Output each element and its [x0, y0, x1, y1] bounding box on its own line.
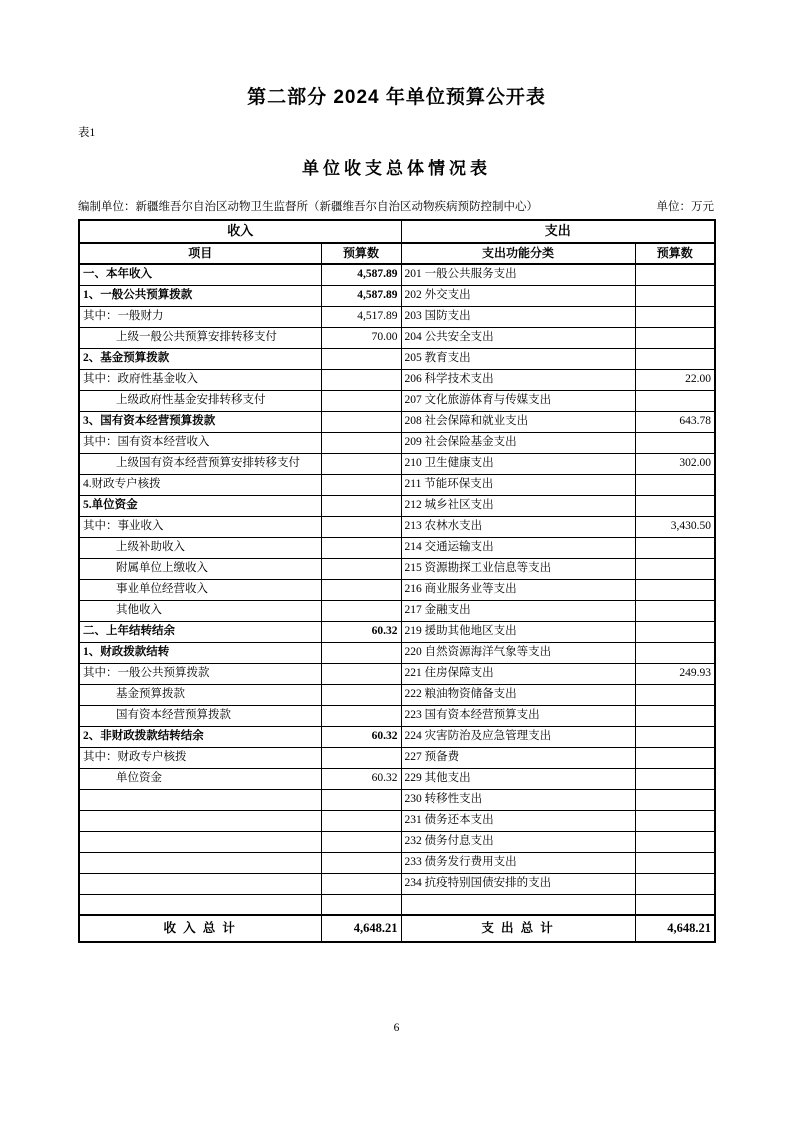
- table-label: 表1: [78, 127, 96, 139]
- expense-budget-cell: [635, 894, 715, 915]
- expense-budget-cell: [635, 789, 715, 810]
- income-budget-cell: [321, 369, 401, 390]
- prepared-by-label: 编制单位：新疆维吾尔自治区动物卫生监督所（新疆维吾尔自治区动物疾病预防控制中心）: [78, 201, 538, 213]
- income-item-cell: 上级一般公共预算安排转移支付: [79, 327, 321, 348]
- expense-function-cell: 202 外交支出: [401, 285, 635, 306]
- income-item-cell: 国有资本经营预算拨款: [79, 705, 321, 726]
- expense-function-cell: 234 抗疫特别国债安排的支出: [401, 873, 635, 894]
- expense-function-cell: 232 债务付息支出: [401, 831, 635, 852]
- income-item-cell: 其中：一般财力: [79, 306, 321, 327]
- expense-function-cell: 201 一般公共服务支出: [401, 264, 635, 285]
- column-header-row: [79, 243, 715, 264]
- expense-function-cell: 207 文化旅游体育与传媒支出: [401, 390, 635, 411]
- expense-function-cell: 213 农林水支出: [401, 516, 635, 537]
- table-row: [79, 327, 715, 348]
- table-row: [79, 894, 715, 915]
- table-row: [79, 873, 715, 894]
- expense-budget-cell: [635, 600, 715, 621]
- income-item-cell: 单位资金: [79, 768, 321, 789]
- income-budget-cell: [321, 747, 401, 768]
- expense-function-cell: 219 援助其他地区支出: [401, 621, 635, 642]
- income-budget-cell: [321, 894, 401, 915]
- table-row: [79, 411, 715, 432]
- income-item-cell: [79, 894, 321, 915]
- table-row: [79, 285, 715, 306]
- income-total-label: 收 入 总 计: [79, 915, 321, 942]
- expense-budget-cell: [635, 621, 715, 642]
- table-row: [79, 663, 715, 684]
- income-budget-cell: 60.32: [321, 621, 401, 642]
- income-budget-cell: [321, 348, 401, 369]
- income-item-cell: 其他收入: [79, 600, 321, 621]
- expense-function-cell: 230 转移性支出: [401, 789, 635, 810]
- income-item-cell: 二、上年结转结余: [79, 621, 321, 642]
- income-item-cell: 2、基金预算拨款: [79, 348, 321, 369]
- income-item-cell: 其中：一般公共预算拨款: [79, 663, 321, 684]
- expense-budget-cell: [635, 348, 715, 369]
- income-item-cell: [79, 852, 321, 873]
- table-row: [79, 390, 715, 411]
- expense-function-cell: 231 债务还本支出: [401, 810, 635, 831]
- income-item-cell: 2、非财政拨款结转结余: [79, 726, 321, 747]
- income-item-cell: 5.单位资金: [79, 495, 321, 516]
- table-row: [79, 369, 715, 390]
- income-budget-cell: [321, 495, 401, 516]
- expense-budget-cell: [635, 432, 715, 453]
- table-row: [79, 264, 715, 285]
- expense-function-cell: 205 教育支出: [401, 348, 635, 369]
- expense-budget-cell: [635, 264, 715, 285]
- expense-function-cell: 208 社会保障和就业支出: [401, 411, 635, 432]
- income-item-cell: 上级补助收入: [79, 537, 321, 558]
- expense-budget-cell: 302.00: [635, 453, 715, 474]
- table-row: [79, 789, 715, 810]
- expense-budget-cell: [635, 810, 715, 831]
- income-item-cell: 3、国有资本经营预算拨款: [79, 411, 321, 432]
- expense-budget-cell: [635, 285, 715, 306]
- expense-function-cell: 229 其他支出: [401, 768, 635, 789]
- income-budget-cell: [321, 411, 401, 432]
- income-item-cell: [79, 831, 321, 852]
- table-row: [79, 558, 715, 579]
- expenditure-group-header: 支出: [401, 220, 715, 243]
- table-row: [79, 600, 715, 621]
- expense-total-label: 支 出 总 计: [401, 915, 635, 942]
- expense-budget-cell: [635, 726, 715, 747]
- expense-budget-cell: [635, 642, 715, 663]
- income-budget-cell: [321, 516, 401, 537]
- income-item-cell: 4.财政专户核拨: [79, 474, 321, 495]
- column-header-0: 项目: [79, 243, 321, 264]
- expense-budget-cell: 643.78: [635, 411, 715, 432]
- document-title: 第二部分 2024 年单位预算公开表: [247, 87, 546, 108]
- income-budget-cell: [321, 579, 401, 600]
- income-budget-cell: [321, 663, 401, 684]
- table-row: [79, 831, 715, 852]
- expense-budget-cell: [635, 306, 715, 327]
- income-item-cell: 其中：国有资本经营收入: [79, 432, 321, 453]
- expense-function-cell: 227 预备费: [401, 747, 635, 768]
- income-group-header: 收入: [79, 220, 401, 243]
- expense-function-cell: 214 交通运输支出: [401, 537, 635, 558]
- expense-budget-cell: [635, 558, 715, 579]
- expense-function-cell: 222 粮油物资储备支出: [401, 684, 635, 705]
- table-row: [79, 621, 715, 642]
- income-item-cell: [79, 789, 321, 810]
- income-budget-cell: [321, 852, 401, 873]
- expense-budget-cell: [635, 852, 715, 873]
- income-budget-cell: [321, 558, 401, 579]
- table-row: [79, 852, 715, 873]
- column-header-2: 支出功能分类: [401, 243, 635, 264]
- table-row: [79, 810, 715, 831]
- income-budget-cell: 4,517.89: [321, 306, 401, 327]
- expense-function-cell: 210 卫生健康支出: [401, 453, 635, 474]
- expense-budget-cell: [635, 495, 715, 516]
- income-total-value: 4,648.21: [321, 915, 401, 942]
- expense-function-cell: 211 节能环保支出: [401, 474, 635, 495]
- income-budget-cell: [321, 642, 401, 663]
- income-budget-cell: 4,587.89: [321, 285, 401, 306]
- table-row: [79, 474, 715, 495]
- table-row: [79, 747, 715, 768]
- income-budget-cell: [321, 432, 401, 453]
- income-item-cell: 其中：财政专户核拨: [79, 747, 321, 768]
- expense-budget-cell: [635, 390, 715, 411]
- income-budget-cell: [321, 810, 401, 831]
- expense-budget-cell: [635, 873, 715, 894]
- expense-function-cell: 215 资源勘探工业信息等支出: [401, 558, 635, 579]
- table-row: [79, 684, 715, 705]
- income-item-cell: 1、一般公共预算拨款: [79, 285, 321, 306]
- income-item-cell: [79, 810, 321, 831]
- income-item-cell: 上级政府性基金安排转移支付: [79, 390, 321, 411]
- expense-function-cell: 217 金融支出: [401, 600, 635, 621]
- income-budget-cell: [321, 705, 401, 726]
- income-budget-cell: [321, 600, 401, 621]
- expense-function-cell: 212 城乡社区支出: [401, 495, 635, 516]
- expense-function-cell: 209 社会保险基金支出: [401, 432, 635, 453]
- income-budget-cell: [321, 684, 401, 705]
- income-item-cell: 基金预算拨款: [79, 684, 321, 705]
- expense-budget-cell: [635, 747, 715, 768]
- unit-note: 单位：万元: [656, 201, 714, 213]
- income-budget-cell: 70.00: [321, 327, 401, 348]
- income-item-cell: 一、本年收入: [79, 264, 321, 285]
- column-header-3: 预算数: [635, 243, 715, 264]
- income-item-cell: 其中：政府性基金收入: [79, 369, 321, 390]
- expense-function-cell: 221 住房保障支出: [401, 663, 635, 684]
- expense-budget-cell: [635, 684, 715, 705]
- income-budget-cell: [321, 789, 401, 810]
- page-number: 6: [393, 1022, 400, 1034]
- table-row: [79, 306, 715, 327]
- expense-function-cell: 203 国防支出: [401, 306, 635, 327]
- income-budget-cell: [321, 873, 401, 894]
- table-row: [79, 726, 715, 747]
- table-row: [79, 453, 715, 474]
- income-budget-cell: [321, 390, 401, 411]
- expense-function-cell: 206 科学技术支出: [401, 369, 635, 390]
- income-item-cell: 附属单位上缴收入: [79, 558, 321, 579]
- income-item-cell: [79, 873, 321, 894]
- table-row: [79, 537, 715, 558]
- income-budget-cell: 4,587.89: [321, 264, 401, 285]
- expense-function-cell: 220 自然资源海洋气象等支出: [401, 642, 635, 663]
- expense-function-cell: 224 灾害防治及应急管理支出: [401, 726, 635, 747]
- income-budget-cell: [321, 537, 401, 558]
- expense-budget-cell: [635, 537, 715, 558]
- income-item-cell: 上级国有资本经营预算安排转移支付: [79, 453, 321, 474]
- expense-function-cell: 216 商业服务业等支出: [401, 579, 635, 600]
- income-item-cell: 其中：事业收入: [79, 516, 321, 537]
- expense-budget-cell: [635, 831, 715, 852]
- expense-budget-cell: 249.93: [635, 663, 715, 684]
- table-row: [79, 768, 715, 789]
- expense-budget-cell: [635, 705, 715, 726]
- budget-summary-table: [78, 219, 716, 943]
- table-row: [79, 495, 715, 516]
- expense-budget-cell: [635, 327, 715, 348]
- income-budget-cell: 60.32: [321, 726, 401, 747]
- income-item-cell: 事业单位经营收入: [79, 579, 321, 600]
- column-header-1: 预算数: [321, 243, 401, 264]
- expense-budget-cell: 22.00: [635, 369, 715, 390]
- income-budget-cell: [321, 831, 401, 852]
- income-budget-cell: [321, 453, 401, 474]
- table-row: [79, 348, 715, 369]
- income-budget-cell: 60.32: [321, 768, 401, 789]
- expense-function-cell: 223 国有资本经营预算支出: [401, 705, 635, 726]
- table-title: 单位收支总体情况表: [302, 159, 491, 178]
- table-row: [79, 642, 715, 663]
- table-row: [79, 705, 715, 726]
- expense-function-cell: 204 公共安全支出: [401, 327, 635, 348]
- expense-budget-cell: [635, 768, 715, 789]
- group-header-row: [79, 220, 715, 243]
- income-budget-cell: [321, 474, 401, 495]
- expense-budget-cell: 3,430.50: [635, 516, 715, 537]
- expense-total-value: 4,648.21: [635, 915, 715, 942]
- income-item-cell: 1、财政拨款结转: [79, 642, 321, 663]
- expense-function-cell: 233 债务发行费用支出: [401, 852, 635, 873]
- table-row: [79, 579, 715, 600]
- expense-budget-cell: [635, 474, 715, 495]
- totals-row: [79, 915, 715, 942]
- expense-function-cell: [401, 894, 635, 915]
- table-row: [79, 516, 715, 537]
- table-meta-row: [78, 198, 714, 214]
- expense-budget-cell: [635, 579, 715, 600]
- table-row: [79, 432, 715, 453]
